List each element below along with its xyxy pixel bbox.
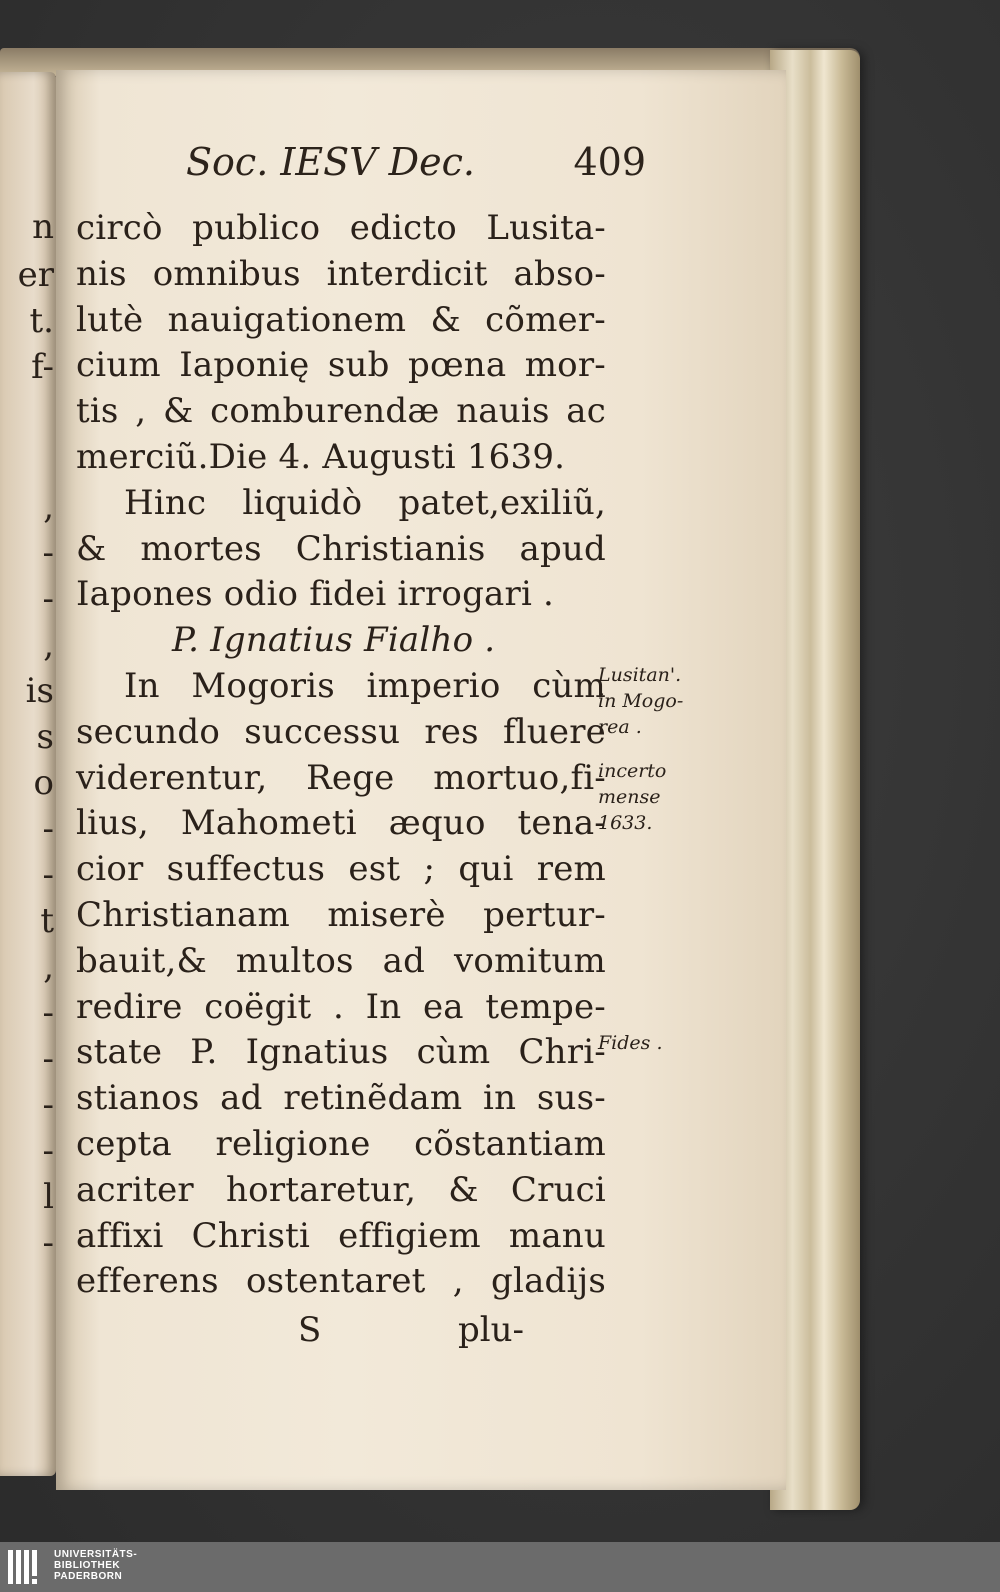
text-line: acriter hortaretur, & Cruci — [76, 1169, 606, 1210]
catchword: plu- — [458, 1310, 525, 1350]
margin-note-line: Lusitan'. — [598, 664, 682, 686]
signature-mark: S — [298, 1310, 322, 1350]
left-page-text: - — [42, 993, 54, 1033]
text-line: Iapones odio fidei irrogari . — [76, 574, 555, 615]
page-number: 409 — [573, 140, 646, 184]
text-line: circò publico edicto Lusita- — [76, 208, 606, 248]
text-line: merciũ.Die 4. Augusti 1639. — [76, 436, 566, 477]
left-page-text: - — [42, 533, 54, 573]
text-line: stianos ad retinẽdam in sus- — [76, 1078, 606, 1119]
logo-line: BIBLIOTHEK — [54, 1560, 121, 1571]
left-page-text: - — [42, 1223, 54, 1263]
text-line: Christianam miserè pertur- — [76, 894, 606, 935]
text-line: efferens ostentaret , gladijs — [76, 1261, 606, 1302]
margin-note-date — [598, 758, 666, 836]
margin-note-lusitan — [598, 662, 683, 740]
left-page-text: o — [33, 763, 54, 803]
library-logo-icon — [8, 1550, 48, 1584]
margin-note-line: mense — [598, 786, 661, 808]
text-line: Hinc liquidò patet,exiliũ, — [124, 482, 606, 523]
left-page-text: - — [42, 855, 54, 895]
left-page-text: , — [43, 487, 54, 527]
text-line: viderentur, Rege mortuo,fi- — [76, 757, 606, 798]
logo-line: PADERBORN — [54, 1571, 123, 1582]
text-line: secundo successu res fluere — [76, 711, 606, 752]
left-page-text: n — [32, 207, 54, 247]
text-line: In Mogoris imperio cùm — [124, 665, 606, 706]
left-page-text: t — [40, 901, 54, 941]
library-logo-text — [54, 1549, 137, 1582]
text-line: cior suffectus est ; qui rem — [76, 849, 606, 890]
page-header — [186, 140, 646, 200]
left-page-text: f- — [31, 347, 54, 387]
left-page-text: l — [43, 1177, 54, 1217]
text-line: nis omnibus interdicit abso- — [76, 253, 606, 294]
text-line: redire coëgit . In ea tempe- — [76, 986, 606, 1027]
book-page — [56, 70, 786, 1490]
left-page-text: is — [25, 671, 54, 711]
left-page-text: - — [42, 1131, 54, 1171]
logo-line: UNIVERSITÄTS- — [54, 1549, 138, 1560]
text-line: bauit,& multos ad vomitum — [76, 940, 606, 981]
left-page-text: , — [43, 947, 54, 987]
left-page-text: - — [42, 1085, 54, 1125]
margin-note-line: Fides . — [598, 1032, 663, 1054]
text-line: cium Iaponię sub pœna mor- — [76, 345, 606, 386]
margin-note-line: 1633. — [598, 812, 653, 834]
body-text — [76, 206, 606, 1305]
text-line: & mortes Christianis apud — [76, 528, 606, 569]
library-footer-bar — [0, 1542, 1000, 1592]
section-heading: P. Ignatius Fialho . — [172, 620, 496, 661]
left-page-text: - — [42, 579, 54, 619]
margin-note-line: in Mogo- — [598, 690, 684, 712]
left-page-text: , — [43, 625, 54, 665]
text-line: lius, Mahometi æquo tena- — [76, 803, 606, 844]
left-page-text: er — [17, 255, 54, 295]
text-line: tis , & comburendæ nauis ac — [76, 391, 606, 432]
left-page-text: - — [42, 1039, 54, 1079]
text-line: cepta religione cõstantiam — [76, 1123, 606, 1164]
left-page-text: t. — [29, 301, 54, 341]
margin-note-line: incerto — [598, 760, 667, 782]
text-line: state P. Ignatius cùm Chri- — [76, 1032, 606, 1073]
left-page-text: s — [36, 717, 54, 757]
page-footer-line — [76, 1310, 606, 1360]
margin-note-fides — [598, 1030, 663, 1056]
text-line: affixi Christi effigiem manu — [76, 1215, 606, 1256]
margin-note-line: rea . — [598, 716, 642, 738]
running-title: Soc. IESV Dec. — [186, 140, 475, 184]
left-page-fragment — [0, 72, 56, 1476]
left-page-text: - — [42, 809, 54, 849]
text-line: lutè nauigationem & cõmer- — [76, 299, 606, 340]
